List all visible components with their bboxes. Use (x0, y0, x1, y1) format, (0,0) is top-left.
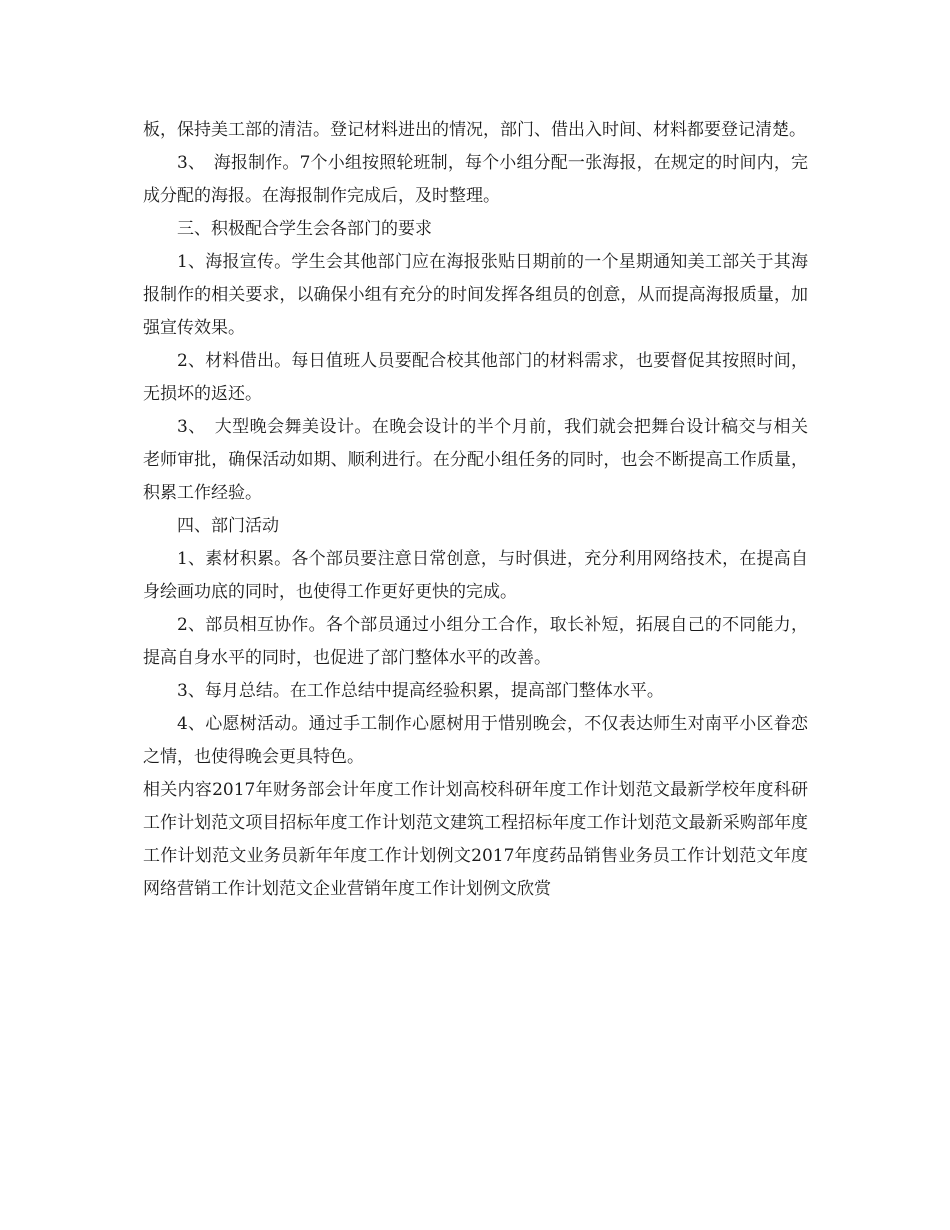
paragraph-stage-design: 3、 大型晚会舞美设计。在晚会设计的半个月前，我们就会把舞台设计稿交与相关老师审批，确保活动如期、顺利进行。在分配小组任务的同时，也会不断提高工作质量，积累工作经验。 (143, 417, 808, 503)
paragraph-material-accumulation: 1、素材积累。各个部员要注意日常创意，与时俱进，充分利用网络技术，在提高自身绘画功底的同时，也使得工作更好更快的完成。 (143, 549, 808, 602)
paragraph-poster-promotion: 1、海报宣传。学生会其他部门应在海报张贴日期前的一个星期通知美工部关于其海报制作的相关要求，以确保小组有充分的时间发挥各组员的创意，从而提高海报质量，加强宣传效果。 (143, 252, 808, 338)
paragraph-poster-making: 3、 海报制作。7个小组按照轮班制，每个小组分配一张海报，在规定的时间内，完成分配的海报。在海报制作完成后，及时整理。 (143, 153, 808, 206)
section-heading-cooperation: 三、积极配合学生会各部门的要求 (177, 219, 432, 239)
document-body (143, 114, 808, 906)
section-heading-activities: 四、部门活动 (177, 516, 279, 536)
related-content: 相关内容2017年财务部会计年度工作计划高校科研年度工作计划范文最新学校年度科研工作计划范文项目招标年度工作计划范文建筑工程招标年度工作计划范文最新采购部年度工作计划范文业务员新年年度工作计划例文2017年度药品销售业务员工作计划范文年度网络营销工作计划范文企业营销年度工作计划例文欣赏 (143, 780, 808, 899)
paragraph-collaboration: 2、部员相互协作。各个部员通过小组分工合作，取长补短，拓展自己的不同能力，提高自身水平的同时，也促进了部门整体水平的改善。 (143, 615, 808, 668)
paragraph-continuation: 板，保持美工部的清洁。登记材料进出的情况，部门、借出入时间、材料都要登记清楚。 (143, 120, 806, 140)
paragraph-wish-tree: 4、心愿树活动。通过手工制作心愿树用于惜别晚会，不仅表达师生对南平小区眷恋之情，也使得晚会更具特色。 (143, 714, 808, 767)
paragraph-material-lending: 2、材料借出。每日值班人员要配合校其他部门的材料需求，也要督促其按照时间，无损坏的返还。 (143, 351, 808, 404)
paragraph-monthly-summary: 3、每月总结。在工作总结中提高经验积累，提高部门整体水平。 (177, 681, 664, 701)
